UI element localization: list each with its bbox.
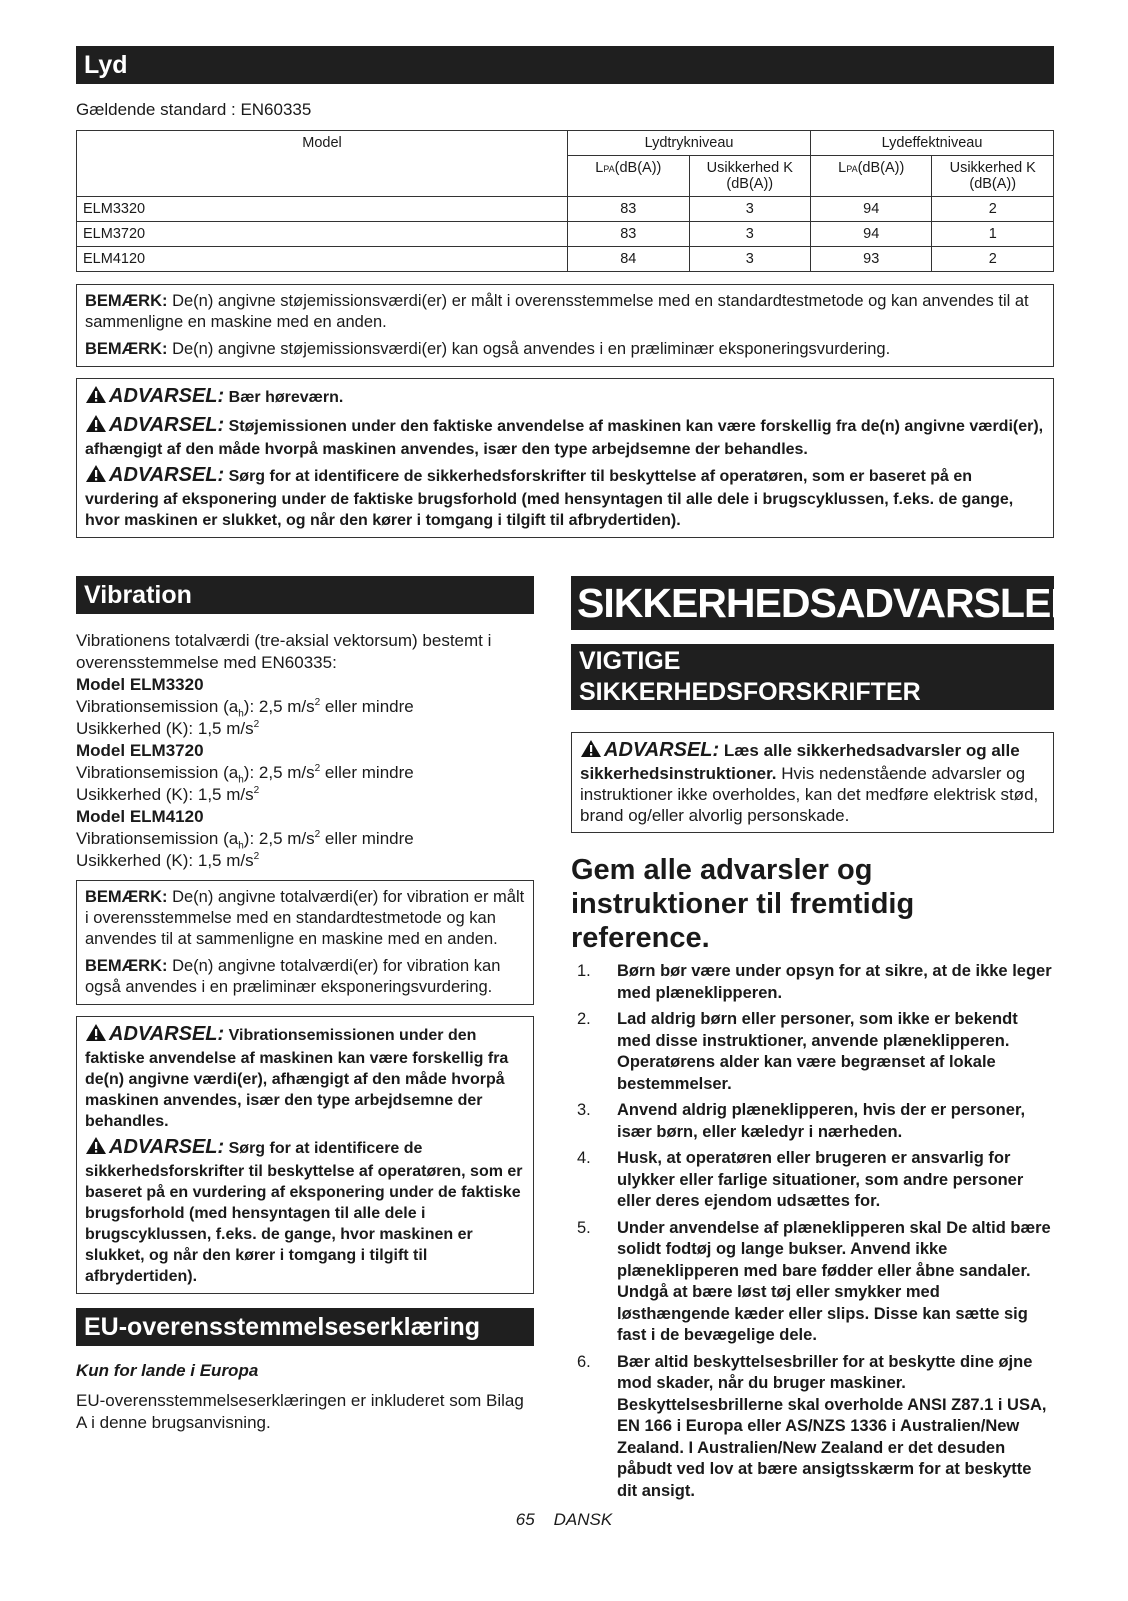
table-row xyxy=(77,247,1054,272)
cell-k2: 2 xyxy=(932,197,1054,222)
sound-table xyxy=(76,130,1054,272)
list-item: 1. Børn bør være under opsyn for at sikre, at de ikke leger med plæneklipperen. xyxy=(577,962,1052,1002)
cell-lpa: 83 xyxy=(568,197,689,222)
section-title-vibration: Vibration xyxy=(76,576,534,614)
standard-text: Gældende standard : EN60335 xyxy=(76,100,312,119)
safety-subtitle: VIGTIGE SIKKERHEDSFORSKRIFTER xyxy=(571,644,1054,710)
cell-lwa: 94 xyxy=(811,222,932,247)
warning-triangle-icon xyxy=(85,464,107,489)
warning-box-safety: ADVARSEL: Læs alle sikkerhedsadvarsler og alle sikkerhedsinstruktioner. Hvis nedenstående advarsler og instruktioner ikke overholdes, kan det medføre elektrisk stød, brand og/eller alvorlig personskade. xyxy=(571,732,1054,833)
cell-model: ELM3320 xyxy=(77,197,568,222)
cell-model: ELM3720 xyxy=(77,222,568,247)
note-box-vibration: BEMÆRK: De(n) angivne totalværdi(er) for vibration er målt i overensstemmelse med en standardtestmetode og kan anvendes til at sammenligne en maskine med en anden. BEMÆRK: De(n) angivne totalværdi(er) for vibration kan også anvendes i en præliminær eksponeringsvurdering. xyxy=(76,880,534,1005)
safety-list xyxy=(571,961,1054,1502)
vibration-model-block: Model ELM3320 Vibrationsemission $(a_h)$: 2,5 $m/s^2$ eller mindre Usikkerhed (K): 1,5 $m/s^2$ xyxy=(76,675,414,738)
right-column xyxy=(571,576,1079,1507)
cell-model: ELM4120 xyxy=(77,247,568,272)
cell-k2: 1 xyxy=(932,222,1054,247)
warning-triangle-icon xyxy=(85,1136,107,1161)
th-lydtryk: Lydtrykniveau xyxy=(568,131,811,156)
list-item: 3. Anvend aldrig plæneklipperen, hvis der er personer, især børn, eller kæledyr i nærheden. xyxy=(577,1101,1026,1141)
warning-box-sound: ADVARSEL: Bær høreværn. ADVARSEL: Støjemissionen under den faktiske anvendelse af maskinen kan være forskellig fra de(n) angivne værdi(er), afhængigt af den måde hvorpå maskinen anvendes, især den type arbejdsemne der behandles. ADVARSEL: Sørg for at identificere de sikkerhedsforskrifter til beskyttelse af operatøren, som er baseret på en vurdering af eksponering under de faktiske brugsforhold (med hensyntagen til alle dele i brugscyklussen, f.eks. de gange, hvor maskinen er slukket, og når den kører i tomgang i tilgift til afbrydertiden). xyxy=(76,378,1054,538)
cell-lwa: 93 xyxy=(811,247,932,272)
vibration-model-block: Model ELM3720 Vibrationsemission $(a_h)$: 2,5 $m/s^2$ eller mindre Usikkerhed (K): 1,5 $m/s^2$ xyxy=(76,741,414,804)
vibration-intro: Vibrationens totalværdi (tre-aksial vektorsum) bestemt i overensstemmelse med EN60335: xyxy=(76,631,492,672)
th-usik-2: Usikkerhed K (dB(A)) xyxy=(932,156,1054,197)
safety-title: SIKKERHEDSADVARSLER xyxy=(571,576,1054,630)
cell-k1: 3 xyxy=(689,222,810,247)
eu-text: EU-overensstemmelseserklæringen er inkluderet som Bilag A i denne brugsanvisning. xyxy=(76,1391,524,1432)
list-item: 5. Under anvendelse af plæneklipperen skal De altid bære solidt fodtøj og lange bukser. Anvend ikke plæneklipperen med bare fødder eller åbne sandaler. Undgå at bære løst tøj eller smykker med løsthængende kæder eller slips. Disse kan sætte sig fast i de bevægelige dele. xyxy=(577,1218,1051,1344)
list-item: 6. Bær altid beskyttelsesbriller for at beskytte dine øjne mod skader, når du bruger maskiner. Beskyttelsesbrillerne skal overholde ANSI Z87.1 i USA, EN 166 i Europa eller AS/NZS 1336 i Australien/New Zealand. I Australien/New Zealand er det desuden påbudt ved lov at bære ansigtsskærm for at beskytte dit ansigt. xyxy=(577,1352,1047,1500)
th-model: Model xyxy=(77,131,568,197)
cell-k1: 3 xyxy=(689,197,810,222)
table-row xyxy=(77,197,1054,222)
th-usik-1: Usikkerhed K (dB(A)) xyxy=(689,156,810,197)
th-lwa: LPA(dB(A)) xyxy=(811,156,932,197)
cell-k2: 2 xyxy=(932,247,1054,272)
warning-triangle-icon xyxy=(85,414,107,439)
warning-triangle-icon xyxy=(85,1023,107,1048)
list-item: 2. Lad aldrig børn eller personer, som ikke er bekendt med disse instruktioner, anvende plæneklipperen. Operatørens alder kan være begrænset af lokale bestemmelser. xyxy=(577,1010,1018,1093)
warning-triangle-icon xyxy=(580,739,602,763)
th-lydeffekt: Lydeffektniveau xyxy=(811,131,1054,156)
page xyxy=(76,46,1079,1500)
cell-lpa: 83 xyxy=(568,222,689,247)
page-footer xyxy=(0,1510,1128,1530)
th-lpa: LPA(dB(A)) xyxy=(568,156,689,197)
section-title-lyd: Lyd xyxy=(76,46,1054,84)
warning-box-vibration: ADVARSEL: Vibrationsemissionen under den faktiske anvendelse af maskinen kan være forskellig fra de(n) angivne værdi(er), afhængigt af den måde hvorpå maskinen anvendes, især den type arbejdsemne der behandles. ADVARSEL: Sørg for at identificere de sikkerhedsforskrifter til beskyttelse af operatøren, som er baseret på en vurdering af eksponering under de faktiske brugsforhold (med hensyntagen til alle dele i brugscyklussen, f.eks. de gange, hvor maskinen er slukket, og når den kører i tomgang i tilgift til afbrydertiden). xyxy=(76,1016,534,1294)
safety-heading: Gem alle advarsler og instruktioner til fremtidig reference. xyxy=(571,854,915,954)
page-number: 65 xyxy=(515,1510,535,1529)
section-title-eu: EU-overensstemmelseserklæring xyxy=(76,1308,534,1346)
cell-k1: 3 xyxy=(689,247,810,272)
note-box-sound: BEMÆRK: De(n) angivne støjemissionsværdi(er) er målt i overensstemmelse med en standardtestmetode og kan anvendes til at sammenligne en maskine med en anden. BEMÆRK: De(n) angivne støjemissionsværdi(er) kan også anvendes i en præliminær eksponeringsvurdering. xyxy=(76,284,1054,367)
eu-subtitle: Kun for lande i Europa xyxy=(76,1361,259,1380)
vibration-model-block: Model ELM4120 Vibrationsemission $(a_h)$: 2,5 $m/s^2$ eller mindre Usikkerhed (K): 1,5 $m/s^2$ xyxy=(76,807,414,870)
table-row xyxy=(77,222,1054,247)
left-column xyxy=(76,576,534,1434)
list-item: 4. Husk, at operatøren eller brugeren er ansvarlig for ulykker eller farlige situationer, som andre personer eller deres ejendom udsættes for. xyxy=(577,1149,1024,1210)
language-label: DANSK xyxy=(553,1510,613,1529)
cell-lwa: 94 xyxy=(811,197,932,222)
warning-triangle-icon xyxy=(85,385,107,410)
cell-lpa: 84 xyxy=(568,247,689,272)
